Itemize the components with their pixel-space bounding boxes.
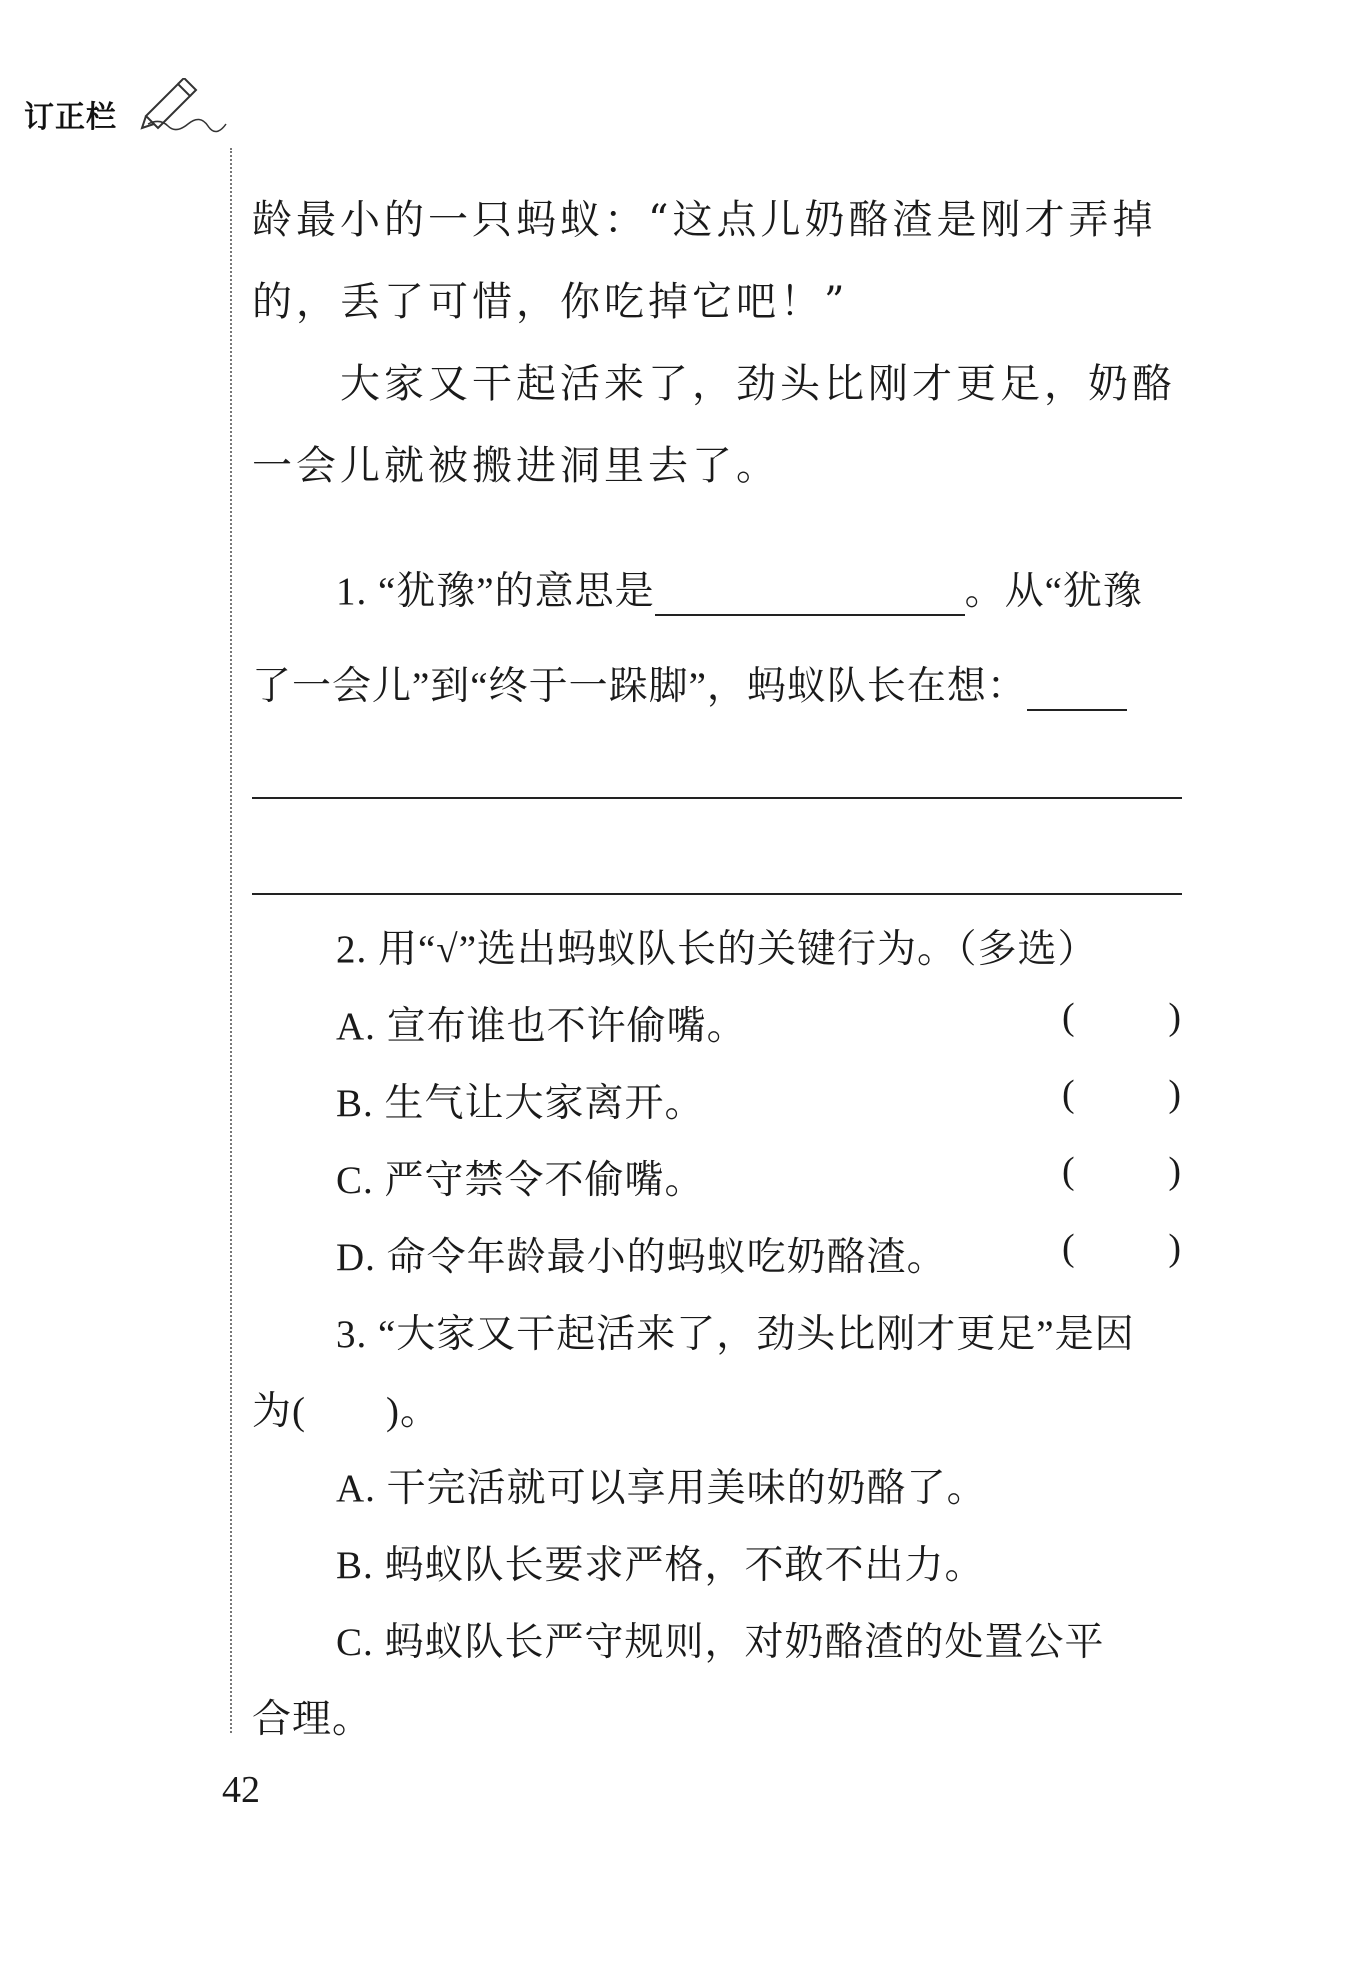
paren-open: ( [1062,996,1076,1038]
question-1-line-2 [252,655,1182,711]
question-1-thought-blank[interactable] [1027,665,1127,711]
question-3-option: B. 蚂蚁队长要求严格，不敢不出力。 [336,1544,985,1587]
passage-line: 一会儿就被搬进洞里去了。 [252,443,780,489]
passage-line: 大家又干起活来了，劲头比刚才更足，奶酪 [252,361,1176,407]
passage-line: 的，丢了可惜，你吃掉它吧！” [252,279,849,325]
paren-close: ) [1168,1227,1182,1269]
question-1-prompt: 了一会儿”到“终于一跺脚”，蚂蚁队长在想： [252,665,1027,708]
question-3-option-cont: 合理。 [252,1698,373,1741]
question-1-text-cont: 。从“犹豫 [964,570,1143,613]
question-3-option: C. 蚂蚁队长严守规则，对奶酪渣的处置公平 [336,1621,1105,1664]
question-2-option [252,1149,1182,1205]
question-2-stem: 2. 用“√”选出蚂蚁队长的关键行为。（多选） [336,928,1098,971]
question-3-stem: 3. “大家又干起活来了，劲头比刚才更足”是因 [336,1313,1135,1356]
answer-line[interactable] [252,893,1182,895]
page-number: 42 [222,1769,260,1811]
question-2-option [252,1226,1182,1282]
option-text: B. 生气让大家离开。 [336,1082,705,1125]
paren-open: ( [1062,1150,1076,1192]
question-2-option [252,1072,1182,1128]
question-3-stem-cont: 为( )。 [252,1390,440,1433]
answer-parentheses[interactable] [1062,1072,1182,1116]
question-1-line-1 [252,560,1182,616]
correction-column-label: 订正栏 [24,100,117,135]
paren-close: ) [1168,1073,1182,1115]
question-1-text: 1. “犹豫”的意思是 [336,570,655,613]
question-2-option [252,995,1182,1051]
answer-parentheses[interactable] [1062,995,1182,1039]
paren-close: ) [1168,996,1182,1038]
pencil-icon [138,78,228,134]
option-text: D. 命令年龄最小的蚂蚁吃奶酪渣。 [336,1236,947,1279]
paren-close: ) [1168,1150,1182,1192]
paren-open: ( [1062,1073,1076,1115]
question-3-option: A. 干完活就可以享用美味的奶酪了。 [336,1467,987,1510]
option-text: A. 宣布谁也不许偷嘴。 [336,1005,747,1048]
answer-parentheses[interactable] [1062,1149,1182,1193]
answer-line[interactable] [252,797,1182,799]
option-text: C. 严守禁令不偷嘴。 [336,1159,705,1202]
question-1-answer-blank[interactable] [655,570,965,616]
answer-parentheses[interactable] [1062,1226,1182,1270]
paren-open: ( [1062,1227,1076,1269]
passage-line: 龄最小的一只蚂蚁：“这点儿奶酪渣是刚才弄掉 [252,197,1157,243]
margin-dotted-line [230,148,232,1733]
